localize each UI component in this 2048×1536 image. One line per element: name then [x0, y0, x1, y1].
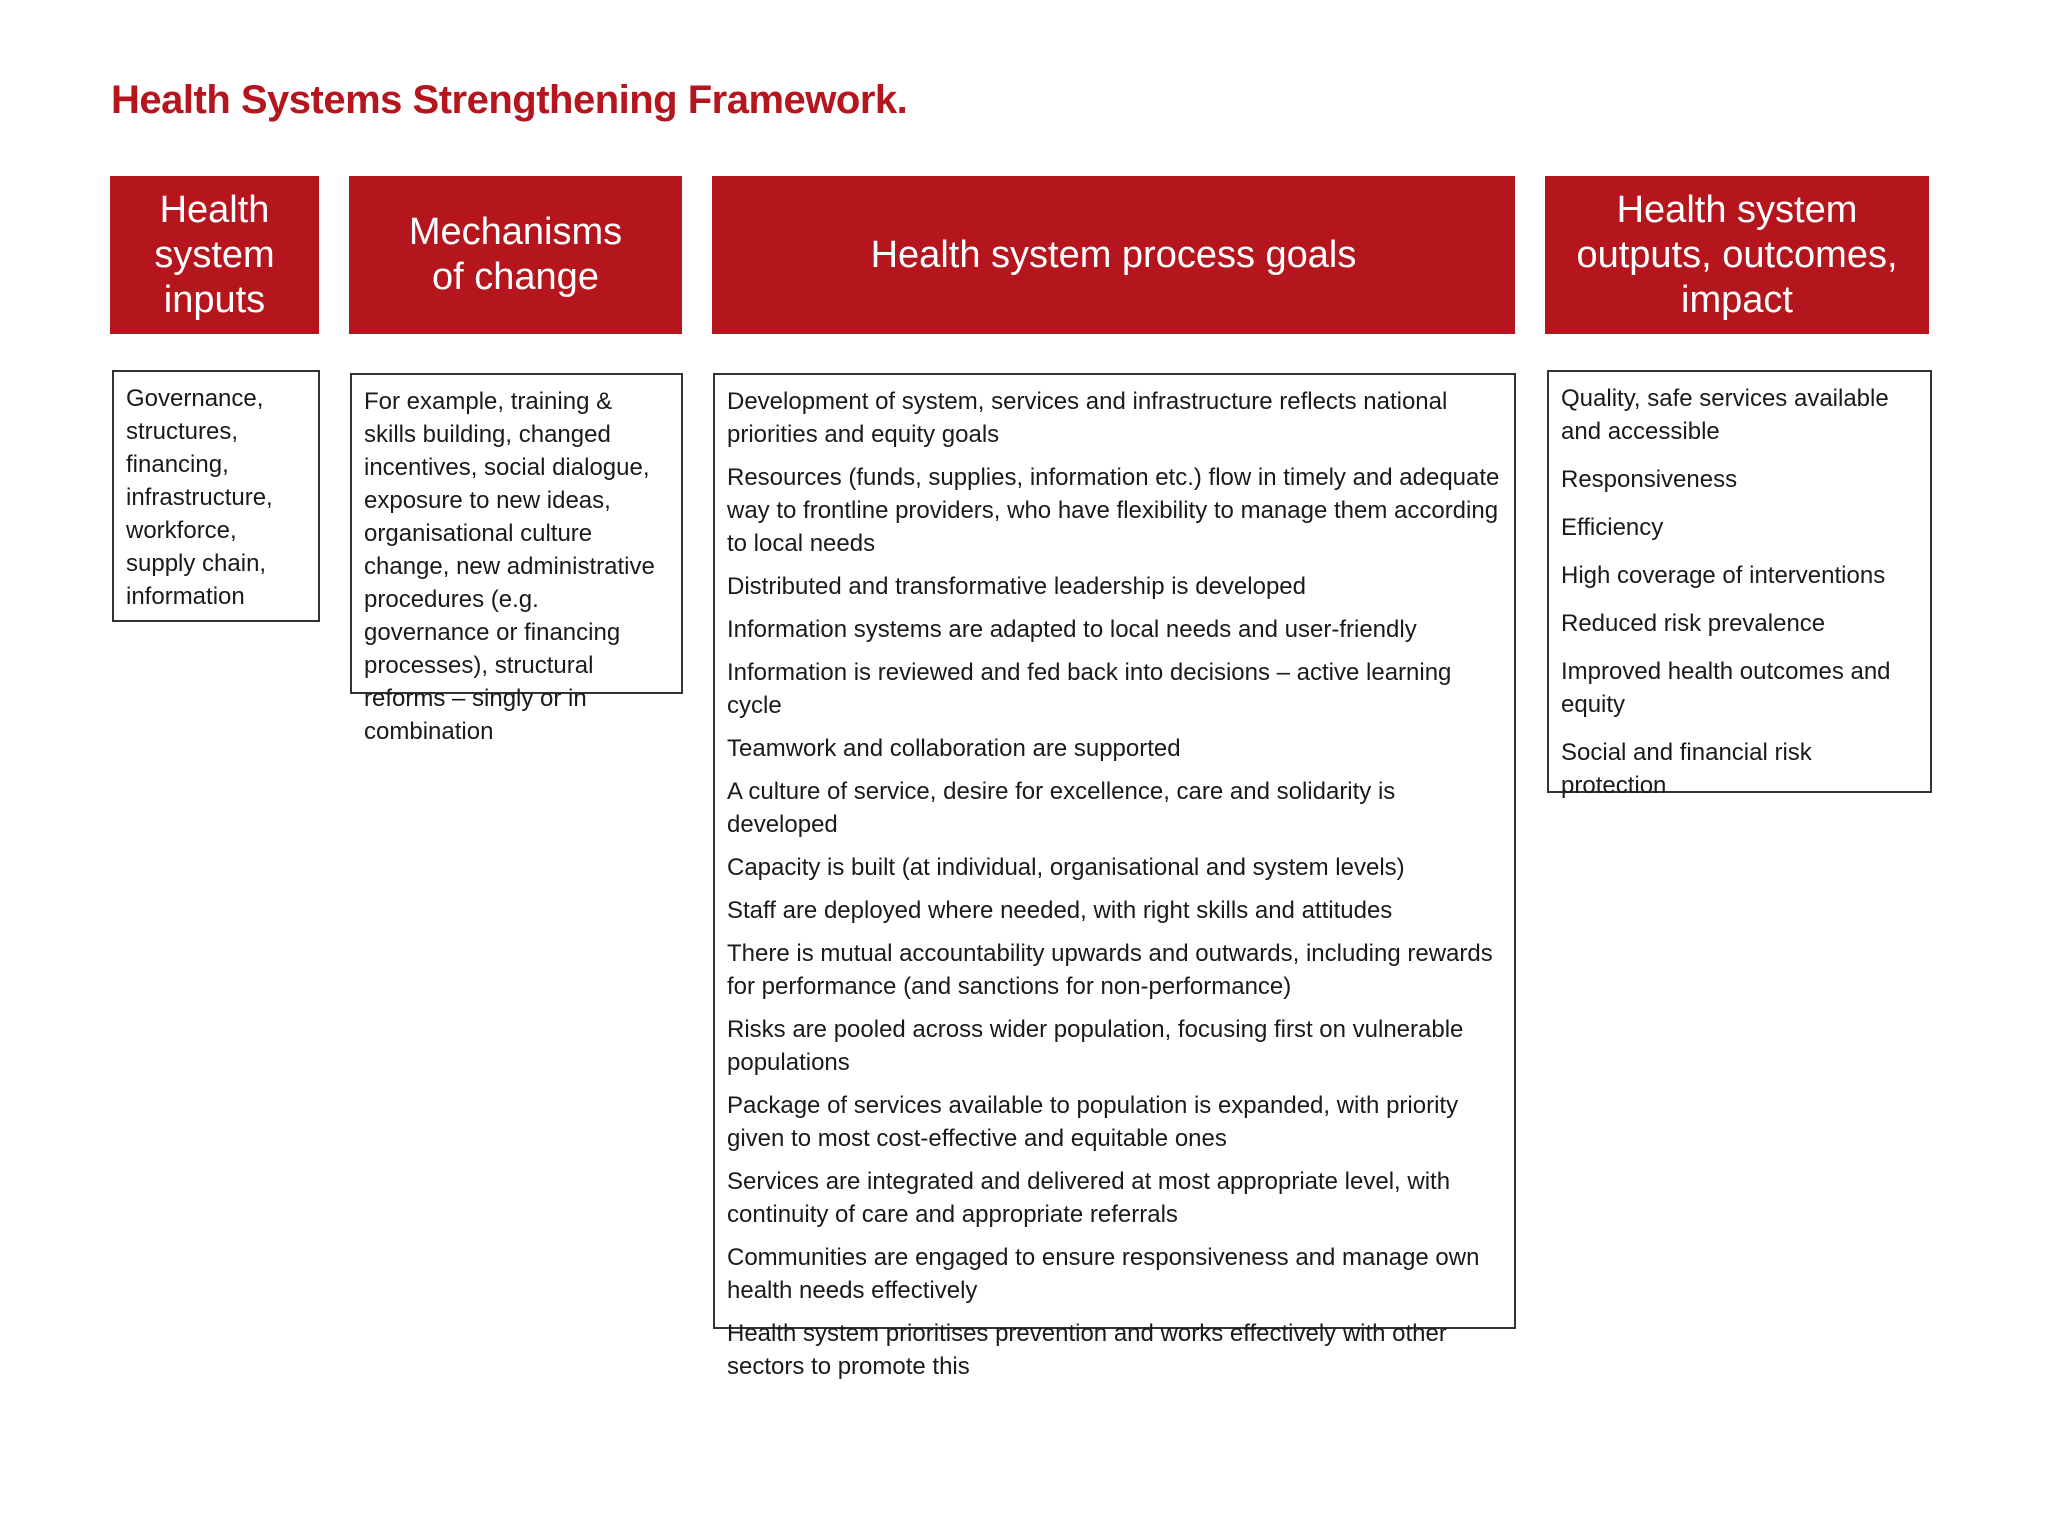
list-item: Development of system, services and infrastructure reflects national priorities and equity goals: [727, 388, 1448, 448]
list-item: There is mutual accountability upwards and outwards, including rewards for performance (and sanctions for non-performance): [727, 940, 1493, 1000]
inputs-box: [112, 370, 320, 622]
list-item: Responsiveness: [1561, 466, 1738, 493]
list-item: Package of services available to population is expanded, with priority given to most cost-effective and equitable ones: [727, 1092, 1459, 1152]
page-title: Health Systems Strengthening Framework.: [111, 78, 908, 122]
header-process-goals: [712, 176, 1515, 334]
list-item: Services are integrated and delivered at most appropriate level, with continuity of care and appropriate referrals: [727, 1168, 1451, 1228]
list-item: Resources (funds, supplies, information etc.) flow in timely and adequate way to frontline providers, who have flexibility to manage them according to local needs: [727, 464, 1500, 557]
list-item: Risks are pooled across wider population, focusing first on vulnerable populations: [727, 1016, 1464, 1076]
list-item: Efficiency: [1561, 514, 1664, 541]
list-item: Quality, safe services available and accessible: [1561, 385, 1889, 445]
header-health-system-inputs: [110, 176, 319, 334]
outputs-list: [1549, 372, 1930, 827]
mechanisms-text: For example, training & skills building, changed incentives, social dialogue, exposure to new ideas, organisational culture change, new administrative procedures (e.g. governance or financing processes), structural reforms – singly or in combination: [364, 388, 655, 745]
list-item: Health system prioritises prevention and works effectively with other sectors to promote this: [727, 1320, 1447, 1380]
header-outputs-outcomes-impact: [1545, 176, 1929, 334]
inputs-text: Governance, structures, financing, infrastructure, workforce, supply chain, information: [126, 385, 273, 610]
list-item: Reduced risk prevalence: [1561, 610, 1826, 637]
header-label: Health system outputs, outcomes, impact: [1576, 188, 1898, 321]
outputs-box: [1547, 370, 1932, 799]
mechanisms-box: [350, 373, 683, 745]
header-label: Mechanisms of change: [408, 211, 623, 298]
header-label: Health system process goals: [870, 233, 1357, 276]
list-item: Information is reviewed and fed back into decisions – active learning cycle: [727, 659, 1452, 719]
process-goals-list: [715, 375, 1514, 1403]
list-item: Teamwork and collaboration are supported: [727, 735, 1181, 762]
header-mechanisms-of-change: [349, 176, 682, 334]
header-label: Health system inputs: [154, 188, 275, 321]
list-item: A culture of service, desire for excellence, care and solidarity is developed: [727, 778, 1396, 838]
list-item: Social and financial risk protection: [1561, 739, 1812, 799]
list-item: Staff are deployed where needed, with right skills and attitudes: [727, 897, 1393, 924]
process-goals-box: [713, 373, 1516, 1380]
list-item: Information systems are adapted to local needs and user-friendly: [727, 616, 1417, 643]
list-item: Communities are engaged to ensure responsiveness and manage own health needs effectively: [727, 1244, 1480, 1304]
list-item: High coverage of interventions: [1561, 562, 1886, 589]
list-item: Improved health outcomes and equity: [1561, 658, 1891, 718]
list-item: Capacity is built (at individual, organisational and system levels): [727, 854, 1405, 881]
list-item: Distributed and transformative leadership is developed: [727, 573, 1306, 600]
